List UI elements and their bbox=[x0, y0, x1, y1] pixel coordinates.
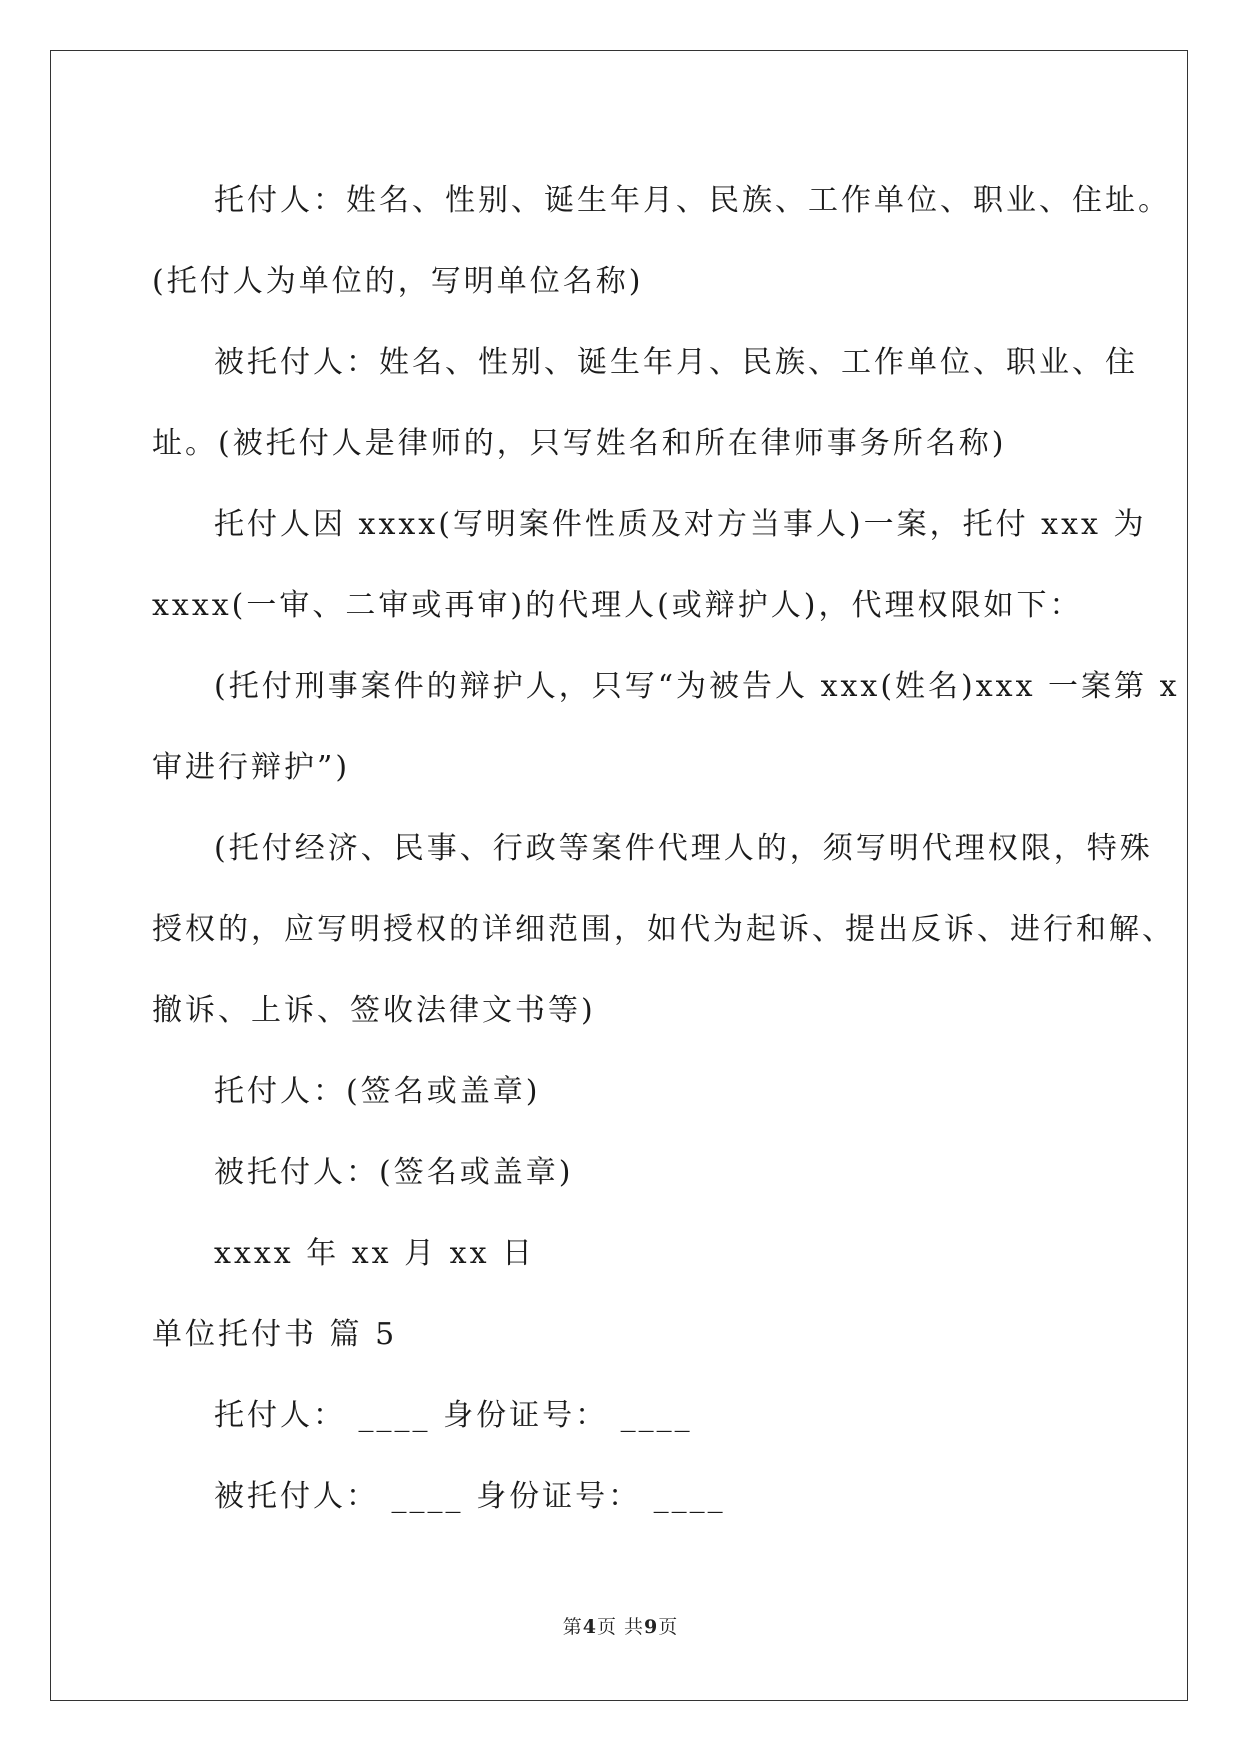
text-line: 授权的，应写明授权的详细范围，如代为起诉、提出反诉、进行和解、 bbox=[152, 912, 1175, 947]
text-line: 审进行辩护”) bbox=[152, 750, 351, 785]
text-line: 撤诉、上诉、签收法律文书等) bbox=[152, 993, 596, 1028]
current-page-number: 4 bbox=[582, 1616, 597, 1638]
signature-line-agent: 被托付人：(签名或盖章) bbox=[214, 1155, 574, 1190]
page-footer bbox=[0, 1612, 1241, 1639]
document-body bbox=[152, 160, 1180, 1537]
date-line: xxxx 年 xx 月 xx 日 bbox=[214, 1236, 536, 1271]
text-line: 被托付人：姓名、性别、诞生年月、民族、工作单位、职业、住 bbox=[214, 345, 1138, 380]
footer-suffix: 页 bbox=[658, 1616, 679, 1638]
text-line: 址。(被托付人是律师的，只写姓名和所在律师事务所名称) bbox=[152, 426, 1007, 461]
text-line: (托付经济、民事、行政等案件代理人的，须写明代理权限，特殊 bbox=[214, 831, 1153, 866]
agent-id-line: 被托付人： ____ 身份证号： ____ bbox=[214, 1479, 726, 1514]
text-line: (托付人为单位的，写明单位名称) bbox=[152, 264, 644, 299]
footer-middle: 页 共 bbox=[596, 1616, 645, 1638]
footer-prefix: 第 bbox=[562, 1616, 583, 1638]
text-line: xxxx(一审、二审或再审)的代理人(或辩护人)，代理权限如下： bbox=[152, 588, 1083, 623]
principal-id-line: 托付人： ____ 身份证号： ____ bbox=[214, 1398, 693, 1433]
text-line: 托付人：姓名、性别、诞生年月、民族、工作单位、职业、住址。 bbox=[214, 183, 1171, 218]
text-line: (托付刑事案件的辩护人，只写“为被告人 xxx(姓名)xxx 一案第 x bbox=[214, 669, 1180, 704]
text-line: 托付人因 xxxx(写明案件性质及对方当事人)一案，托付 xxx 为 bbox=[214, 507, 1147, 542]
signature-line-principal: 托付人：(签名或盖章) bbox=[214, 1074, 541, 1109]
section-heading: 单位托付书 篇 5 bbox=[152, 1317, 398, 1352]
total-page-number: 9 bbox=[644, 1616, 659, 1638]
